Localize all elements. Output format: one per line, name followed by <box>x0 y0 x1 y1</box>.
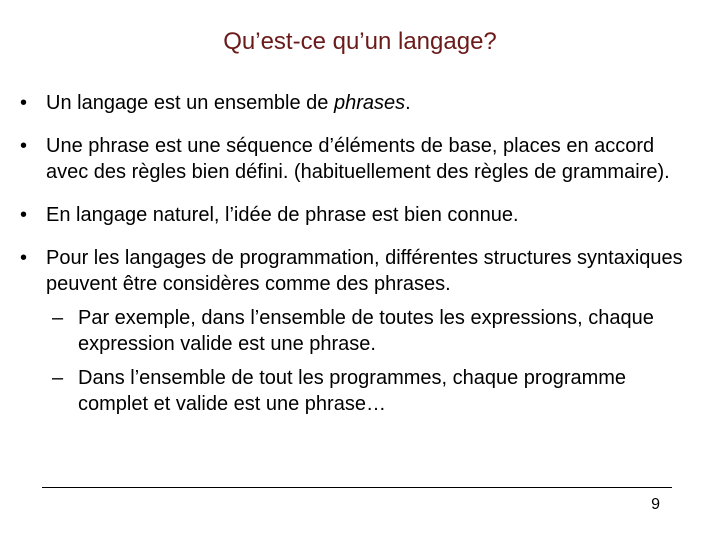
sub-bullet-item <box>20 305 700 357</box>
bullet-item <box>20 245 700 297</box>
bullet-text-end: . <box>405 92 411 114</box>
bullet-emphasis: phrases <box>333 92 406 114</box>
bullet-list <box>20 90 700 423</box>
sub-bullet-text: Dans l’ensemble de tout les programmes, chaque programme complet et valide est une phrase… <box>78 367 627 415</box>
bullet-marker: • <box>20 135 28 157</box>
page-number: 9 <box>651 496 660 513</box>
slide-title: Qu’est-ce qu’un langage? <box>223 28 497 55</box>
sub-bullet-item <box>20 365 700 417</box>
bullet-marker: • <box>20 247 28 269</box>
bullet-item <box>20 90 700 116</box>
bullet-marker: • <box>20 92 28 114</box>
bullet-text: Pour les langages de programmation, différentes structures syntaxiques peuvent être considères comme des phrases. <box>46 247 683 295</box>
sub-bullet-marker: – <box>52 307 64 329</box>
bullet-text: Un langage est un ensemble de <box>46 92 334 114</box>
bullet-item <box>20 202 700 228</box>
bullet-marker: • <box>20 204 28 226</box>
sub-bullet-text: Par exemple, dans l’ensemble de toutes les expressions, chaque expression valide est une phrase. <box>78 307 654 355</box>
footer-divider <box>42 487 672 488</box>
bullet-item <box>20 133 700 185</box>
bullet-text: En langage naturel, l’idée de phrase est bien connue. <box>46 204 519 226</box>
sub-bullet-marker: – <box>52 367 64 389</box>
bullet-text: Une phrase est une séquence d’éléments de base, places en accord avec des règles bien défini. (habituellement des règles de grammaire). <box>46 135 670 183</box>
